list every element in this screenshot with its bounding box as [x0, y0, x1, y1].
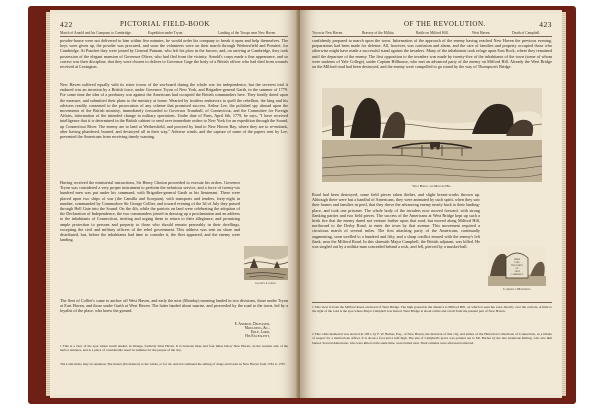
- right-subhead-2: Bravery of the Militia.: [362, 31, 395, 35]
- right-subhead-3: Battle on Milford Hill.: [416, 31, 449, 35]
- right-subheads: [312, 31, 552, 37]
- right-title: OF THE REVOLUTION.: [404, 20, 486, 28]
- left-running-head: [60, 20, 288, 29]
- west-bridge-engraving: [322, 88, 542, 182]
- right-page-number: 423: [539, 20, 552, 29]
- inscription-line-5: ADJT: [514, 270, 520, 273]
- left-footnote-2: The Latin motto may be rendered, The mount (Providence) to the whole, or for all. Arnold continued the selling of drugs and books in New Haven from 1762 to 1767.: [60, 362, 286, 366]
- inscription-line-4: OF: [515, 267, 519, 270]
- signature-line-4: His Excellent,: [245, 334, 270, 338]
- right-page-edges: [562, 12, 566, 396]
- left-subhead-3: Landing of the Troops near New Haven.: [218, 31, 276, 35]
- right-footnote-2: 2 This cable memorial was erected in 1831, by F. W. Barber, Esq., of New Haven, the historian of that city, and author of the Historical Collections of Connecticut, as a tribute of respect for a meritorious officer. It is about a foot and a half high. The site of Campbell's grave was pointed out to Mr. Barber by the late Giannone Killing, who saw him buried. Several Americans, who were killed at the same time, were buried near. Their remains were afterward removed.: [312, 332, 552, 345]
- inscription-line-6: CAMPBELL: [510, 273, 524, 276]
- garths-landing-engraving: [244, 246, 288, 280]
- right-paragraph-2: Road had been destroyed, some field pieces taken thither, and slight breast-works thrown up. Although there were but a handful of Americans, they were animated by such spirit, when they saw their homes and families in peril, that they drove the advancing enemy nearly back to their landing-place, and took one prisoner. The whole body of the invaders now moved forward, with strong flanking parties and two field pieces. The success of the Americans at West Bridge kept up such a brisk fire that the enemy dared not venture farther upon that road, but moved along Milford Hill, northward to the Derby Road, to enter the town by that avenue. This movement required a circuitous march of several miles. The first attacking party of the Americans, continually augmenting, soon swelled to a hundred and fifty, and a sharp conflict ensued with the enemy's left flank, near the Milford Road. In this skirmish Major Campbell, the British adjutant, was killed. He was singled out by a militia-man concealed behind a rock, and fell, pierced by a musket-ball.: [312, 192, 480, 250]
- west-bridge-caption: West Bridge and Milford Hill.: [412, 184, 452, 188]
- left-paragraph-3: Having received the ministerial instructions, Sir Henry Clinton proceeded to execute his orders. Governor Tryon was considered a very proper instrument to perform the nefarious service, and a force of twenty-six hundred men was put under his command, with Brigadier-general Garth as his lieutenant. These were placed upon two ships of war (the Camilla and Scorpion), with transports and tenders, forty-eight in number, commanded by Commodore Sir George Collier, and toward evening of the 3d of July they passed through Hell Gate into the Sound. On the 4th, while the patriots on land were celebrating the adoption of the Declaration of Independence, the two commanders joined in drawing up a proclamation and an address to the inhabitants of Connecticut, inviting and urging them to return to their allegiance, and promising ample protection to persons and property to those who should remain peaceably in their dwellings, excepting the civil and military officers of the rebel government. This address was sent on shore and distributed, but, before the inhabitants had time to consider it, the fleet appeared, and the enemy were landing.: [60, 180, 240, 243]
- left-paragraph-2: New Haven suffered equally with its sister towns of the sea-board during the whole war for independence, but the severest trial it endured was an invasion by a British force, under Governor Tryon of New York, and Brigadier-general Garth, in the summer of 1779. For some time the idea of a predatory war against the Americans had occupied the British commanders here. They fondly doted upon the measure, and submitted their plans to the ministry at home. Wearied by fruitless endeavors to quell the rebellion, the king and his advisers readily consented to the prosecution of any scheme that promised success. Arthur Lee, the polished spy abroad upon the movements of the British ministry, immediately forwarded to Governor Trumbull, of Connecticut, and the Committee for Foreign Affairs, information of the intended change in military operations. Under date of Paris, April 6th, 1779, he says, "I have received intelligence that it is determined in the British cabinet to send over immediate orders to New York for an expedition through the Sound, up Connecticut River. The enemy are to land at Wethersfield, and proceed by land to New Haven Bay, where they are to re-embark, after having plundered, burned, and destroyed all in their way." Adverse winds, and the capture of some of the papers sent by Lee, prevented the Americans from receiving timely warning.: [60, 82, 288, 140]
- inscription-line-1: HERE: [513, 258, 521, 261]
- left-page-number: 422: [60, 20, 73, 29]
- left-page: [50, 10, 298, 398]
- left-title: PICTORIAL FIELD-BOOK: [120, 20, 210, 28]
- left-signature: [170, 322, 270, 338]
- left-paragraph-1: powder-house were not delivered to him within five minutes, he would order his company to break it open and help themselves. The keys were given up, the powder was procured, and soon the volunteers were on their march through Wethersfield and Pomfret, for Cambridge. At Pomfret they were joined by General Putnam, who left his plow in the furrow; and, on arriving at Cambridge, they took possession of the elegant mansion of Governor Oliver, who had fled from the vicinity. Arnold's corps made a fine appearance, and so correct was their discipline, that they were chosen to deliver to Governor Gage the body of a British officer who had died from wounds received at Lexington.: [60, 38, 288, 70]
- left-subheads: [60, 31, 288, 37]
- signature-line-1: E. Andros, Deceased,: [234, 322, 270, 326]
- garths-landing-caption: Garth's Landing.: [255, 281, 277, 285]
- left-paragraph-4: The fleet of Collier's came to anchor off West Haven, and early the next (Monday) morning landed in two divisions, those under Tryon at East Haven, and those under Garth at West Haven. The latter landed about sunrise, and proceeded by the road to the town, led by a loyalist of the place, who knew the ground.: [60, 298, 288, 314]
- inscription-line-3: THE BODY: [510, 264, 524, 267]
- right-subhead-5: Death of Campbell.: [512, 31, 541, 35]
- right-subhead-4: West Haven.: [472, 31, 491, 35]
- inscription-line-2: LIES: [514, 261, 520, 264]
- signature-line-3: Erle, Lord,: [250, 330, 270, 334]
- left-subhead-2: Expedition under Tryon.: [148, 31, 184, 35]
- left-subhead-1: March of Arnold and his Company to Cambridge.: [60, 31, 132, 35]
- monument-caption: Campbell's Monument.: [502, 287, 532, 291]
- left-footnote-1: 1 This is a view of the spot where Garth landed, in Orange, formerly West Haven. It is between three and four miles below New Haven, on the western side of the harbor entrance, and is a place of considerable resort in summer for the people of the city.: [60, 344, 288, 353]
- campbells-monument-engraving: [488, 246, 546, 286]
- signature-line-2: Moulding, &c.,: [244, 326, 270, 330]
- right-footnote-1: 1 This view is from the Milford Road, eastward of West Bridge. The high ground in the distance is Milford Hill, on which is seen the road, directly over the carriole. A little to the right of the road is the spot where Major Campbell was buried. West Bridge is about a mile and a half from the present part of New Haven.: [312, 302, 552, 331]
- right-page: [300, 10, 562, 398]
- right-paragraph-1: confidently prepared to march upon the town. Information of the approach of the enemy having reached New Haven the previous evening, preparations had been made for defense. All, however, was confusion and alarm, and the care of families and property occupied those who otherwise might have made a successful stand against the invaders. Many of the inhabitants took refuge upon East Rock, where they remained until the departure of the enemy. The first opposition to the invaders was made by twenty-five of the inhabitants of the town (some of whom were students of Yale College), under Captain Hillhouse, who met an advanced party of the enemy on Milford Hill. Already the West Bridge on the Milford road had been destroyed, and the enemy were compelled to go round by the way of Thompson's Bridge.: [312, 38, 552, 70]
- right-subhead-1: Tryon in New Haven.: [312, 31, 344, 35]
